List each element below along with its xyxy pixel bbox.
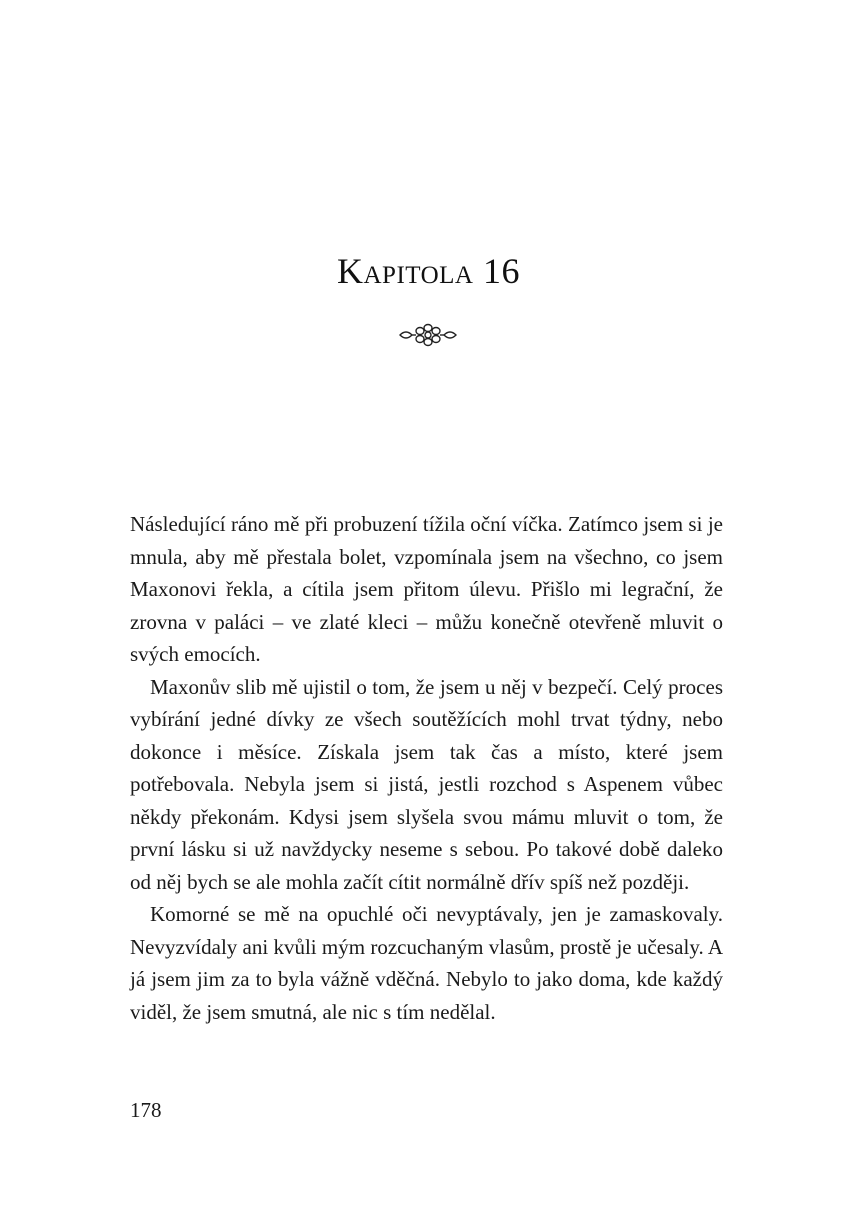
chapter-title: Kapitola 16	[337, 251, 520, 291]
chapter-body	[130, 508, 723, 1028]
flourish-ornament-icon	[398, 320, 458, 350]
paragraph-1: Následující ráno mě při probuzení tížila oční víčka. Zatímco jsem si je mnula, aby mě přestala bolet, vzpomínala jsem na všechno, co jsem Maxonovi řekla, a cítila jsem přitom úlevu. Přišlo mi legrační, že zrovna v paláci – ve zlaté kleci – můžu konečně otevřeně mluvit o svých emocích.	[130, 512, 723, 666]
paragraph-2: Maxonův slib mě ujistil o tom, že jsem u něj v bezpečí. Celý proces vybírání jedné dívky ze všech soutěžících mohl trvat týdny, nebo dokonce i měsíce. Získala jsem tak čas a místo, které jsem potřebovala. Nebyla jsem si jistá, jestli rozchod s Aspenem vůbec někdy překonám. Kdysi jsem slyšela svou mámu mluvit o tom, že první lásku si už navždycky neseme s sebou. Po takové době daleko od něj bych se ale mohla začít cítit normálně dřív spíš než později.	[130, 674, 723, 894]
paragraph-3: Komorné se mě na opuchlé oči nevyptávaly, jen je zamaskovaly. Nevyzvídaly ani kvůli mým rozcuchaným vlasům, prostě je učesaly. A já jsem jim za to byla vážně vděčná. Nebylo to jako doma, kde každý viděl, že jsem smutná, ale nic s tím nedělal.	[130, 902, 723, 1024]
page-number: 178	[130, 1098, 162, 1122]
